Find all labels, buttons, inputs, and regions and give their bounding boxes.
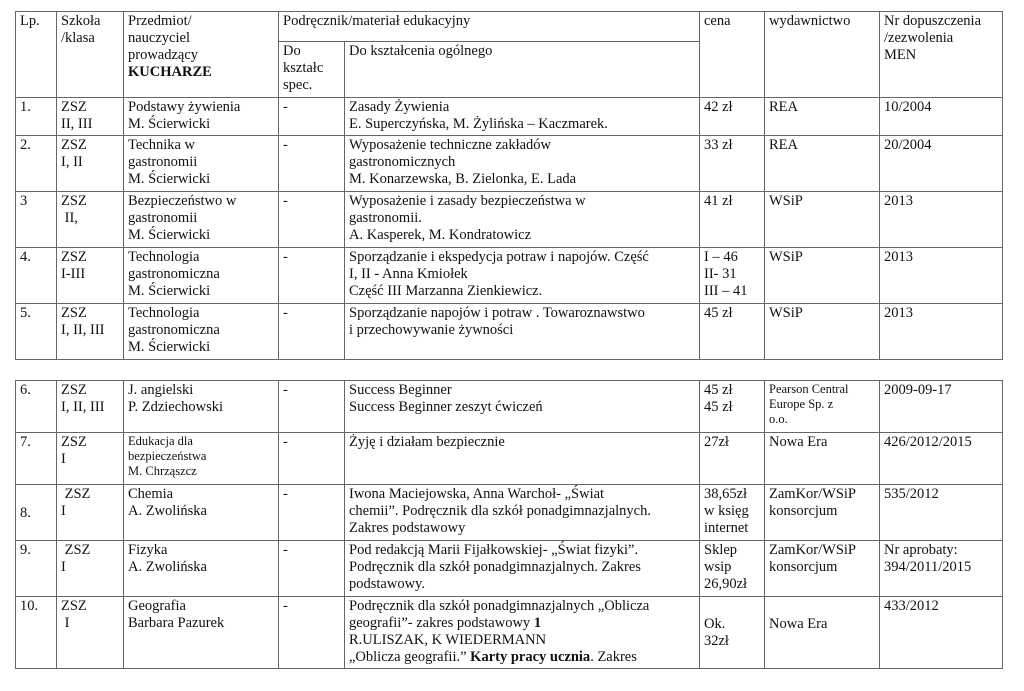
cell-spec: - — [279, 98, 345, 136]
header-publisher: wydawnictwo — [765, 12, 880, 98]
cell-lp: 1. — [16, 98, 57, 136]
cell-general: Żyję i działam bezpiecznie — [345, 433, 700, 485]
header-approval: Nr dopuszczenia /zezwolenia MEN — [880, 12, 1003, 98]
cell-general: Sporządzanie i ekspedycja potraw i napojów. Część I, II - Anna Kmiołek Część III Marzanna Zienkiewicz. — [345, 248, 700, 304]
cell-subject: Technika w gastronomii M. Ścierwicki — [124, 136, 279, 192]
table-row — [16, 192, 1003, 248]
cell-approval: 2013 — [880, 192, 1003, 248]
textbook-table-kucharze — [15, 11, 1003, 360]
cell-general: Zasady Żywienia E. Superczyńska, M. Żylińska – Kaczmarek. — [345, 98, 700, 136]
cell-publisher: Nowa Era — [765, 433, 880, 485]
header-lp: Lp. — [16, 12, 57, 98]
cell-school: ZSZ I, II — [57, 136, 124, 192]
cell-school: ZSZ I-III — [57, 248, 124, 304]
header-material: Podręcznik/materiał edukacyjny — [279, 12, 700, 42]
cell-subject: Chemia A. Zwolińska — [124, 485, 279, 541]
table-row — [16, 485, 1003, 541]
cell-spec: - — [279, 136, 345, 192]
header-school: Szkoła /klasa — [57, 12, 124, 98]
table-row — [16, 541, 1003, 597]
cell-school: ZSZ II, III — [57, 98, 124, 136]
cell-spec: - — [279, 433, 345, 485]
cell-spec: - — [279, 597, 345, 669]
cell-approval: 2009-09-17 — [880, 381, 1003, 433]
header-subject: Przedmiot/ nauczyciel prowadzący KUCHARZE — [124, 12, 279, 98]
cell-publisher: WSiP — [765, 192, 880, 248]
cell-subject: J. angielski P. Zdziechowski — [124, 381, 279, 433]
table-row — [16, 136, 1003, 192]
cell-subject: Technologia gastronomiczna M. Ścierwicki — [124, 248, 279, 304]
cell-general: Pod redakcją Marii Fijałkowskiej- „Świat fizyki”. Podręcznik dla szkół ponadgimnazjalnych. Zakres podstawowy. — [345, 541, 700, 597]
cell-price: 41 zł — [700, 192, 765, 248]
cell-price: 42 zł — [700, 98, 765, 136]
cell-spec: - — [279, 485, 345, 541]
cell-price: Ok. 32zł — [700, 597, 765, 669]
cell-lp: 3 — [16, 192, 57, 248]
cell-school: ZSZ I, II, III — [57, 381, 124, 433]
cell-publisher: Pearson Central Europe Sp. z o.o. — [765, 381, 880, 433]
cell-general: Wyposażenie i zasady bezpieczeństwa w gastronomii. A. Kasperek, M. Kondratowicz — [345, 192, 700, 248]
cell-publisher: Nowa Era — [765, 597, 880, 669]
cell-lp: 10. — [16, 597, 57, 669]
cell-lp: 4. — [16, 248, 57, 304]
cell-general: Iwona Maciejowska, Anna Warchoł- „Świat chemii”. Podręcznik dla szkół ponadgimnazjalnych. Zakres podstawowy — [345, 485, 700, 541]
cell-spec: - — [279, 304, 345, 360]
cell-school: ZSZ I — [57, 597, 124, 669]
cell-publisher: WSiP — [765, 304, 880, 360]
cell-lp: 7. — [16, 433, 57, 485]
cell-spec: - — [279, 192, 345, 248]
table-row — [16, 597, 1003, 669]
cell-approval: 2013 — [880, 248, 1003, 304]
cell-price: 45 zł 45 zł — [700, 381, 765, 433]
cell-school: ZSZ I — [57, 485, 124, 541]
cell-price: 45 zł — [700, 304, 765, 360]
cell-general: Success Beginner Success Beginner zeszyt ćwiczeń — [345, 381, 700, 433]
cell-price: 27zł — [700, 433, 765, 485]
table-row — [16, 381, 1003, 433]
cell-lp: 9. — [16, 541, 57, 597]
cell-school: ZSZ I — [57, 541, 124, 597]
cell-approval: 10/2004 — [880, 98, 1003, 136]
cell-publisher: WSiP — [765, 248, 880, 304]
cell-lp: 8. — [16, 485, 57, 541]
cell-price: Sklep wsip 26,90zł — [700, 541, 765, 597]
cell-approval: 2013 — [880, 304, 1003, 360]
cell-lp: 6. — [16, 381, 57, 433]
cell-approval: 20/2004 — [880, 136, 1003, 192]
cell-spec: - — [279, 381, 345, 433]
table-row — [16, 304, 1003, 360]
cell-lp: 2. — [16, 136, 57, 192]
cell-subject: Bezpieczeństwo w gastronomii M. Ścierwicki — [124, 192, 279, 248]
cell-approval: Nr aprobaty: 394/2011/2015 — [880, 541, 1003, 597]
cell-publisher: REA — [765, 98, 880, 136]
cell-price: I – 46 II- 31 III – 41 — [700, 248, 765, 304]
cell-approval: 426/2012/2015 — [880, 433, 1003, 485]
cell-subject: Podstawy żywienia M. Ścierwicki — [124, 98, 279, 136]
cell-spec: - — [279, 248, 345, 304]
cell-school: ZSZ II, — [57, 192, 124, 248]
cell-publisher: ZamKor/WSiP konsorcjum — [765, 541, 880, 597]
cell-subject: Technologia gastronomiczna M. Ścierwicki — [124, 304, 279, 360]
cell-general: Wyposażenie techniczne zakładów gastronomicznych M. Konarzewska, B. Zielonka, E. Lada — [345, 136, 700, 192]
header-row — [16, 12, 1003, 42]
cell-subject: Edukacja dla bezpieczeństwa M. Chrząszcz — [124, 433, 279, 485]
table-row — [16, 248, 1003, 304]
cell-price: 38,65zł w księg internet — [700, 485, 765, 541]
cell-general: Sporządzanie napojów i potraw . Towaroznawstwo i przechowywanie żywności — [345, 304, 700, 360]
header-material-spec: Do kształc spec. — [279, 42, 345, 98]
header-material-general: Do kształcenia ogólnego — [345, 42, 700, 98]
cell-lp: 5. — [16, 304, 57, 360]
cell-approval: 433/2012 — [880, 597, 1003, 669]
cell-general: Podręcznik dla szkół ponadgimnazjalnych „Oblicza geografii”- zakres podstawowy 1 R.ULISZAK, K WIEDERMANN „Oblicza geografii.” Karty pracy ucznia. Zakres — [345, 597, 700, 669]
cell-publisher: REA — [765, 136, 880, 192]
cell-spec: - — [279, 541, 345, 597]
cell-publisher: ZamKor/WSiP konsorcjum — [765, 485, 880, 541]
cell-subject: Fizyka A. Zwolińska — [124, 541, 279, 597]
header-price: cena — [700, 12, 765, 98]
cell-school: ZSZ I, II, III — [57, 304, 124, 360]
cell-price: 33 zł — [700, 136, 765, 192]
table-row — [16, 98, 1003, 136]
cell-approval: 535/2012 — [880, 485, 1003, 541]
table-row — [16, 433, 1003, 485]
cell-school: ZSZ I — [57, 433, 124, 485]
cell-subject: Geografia Barbara Pazurek — [124, 597, 279, 669]
textbook-table-general — [15, 380, 1003, 669]
